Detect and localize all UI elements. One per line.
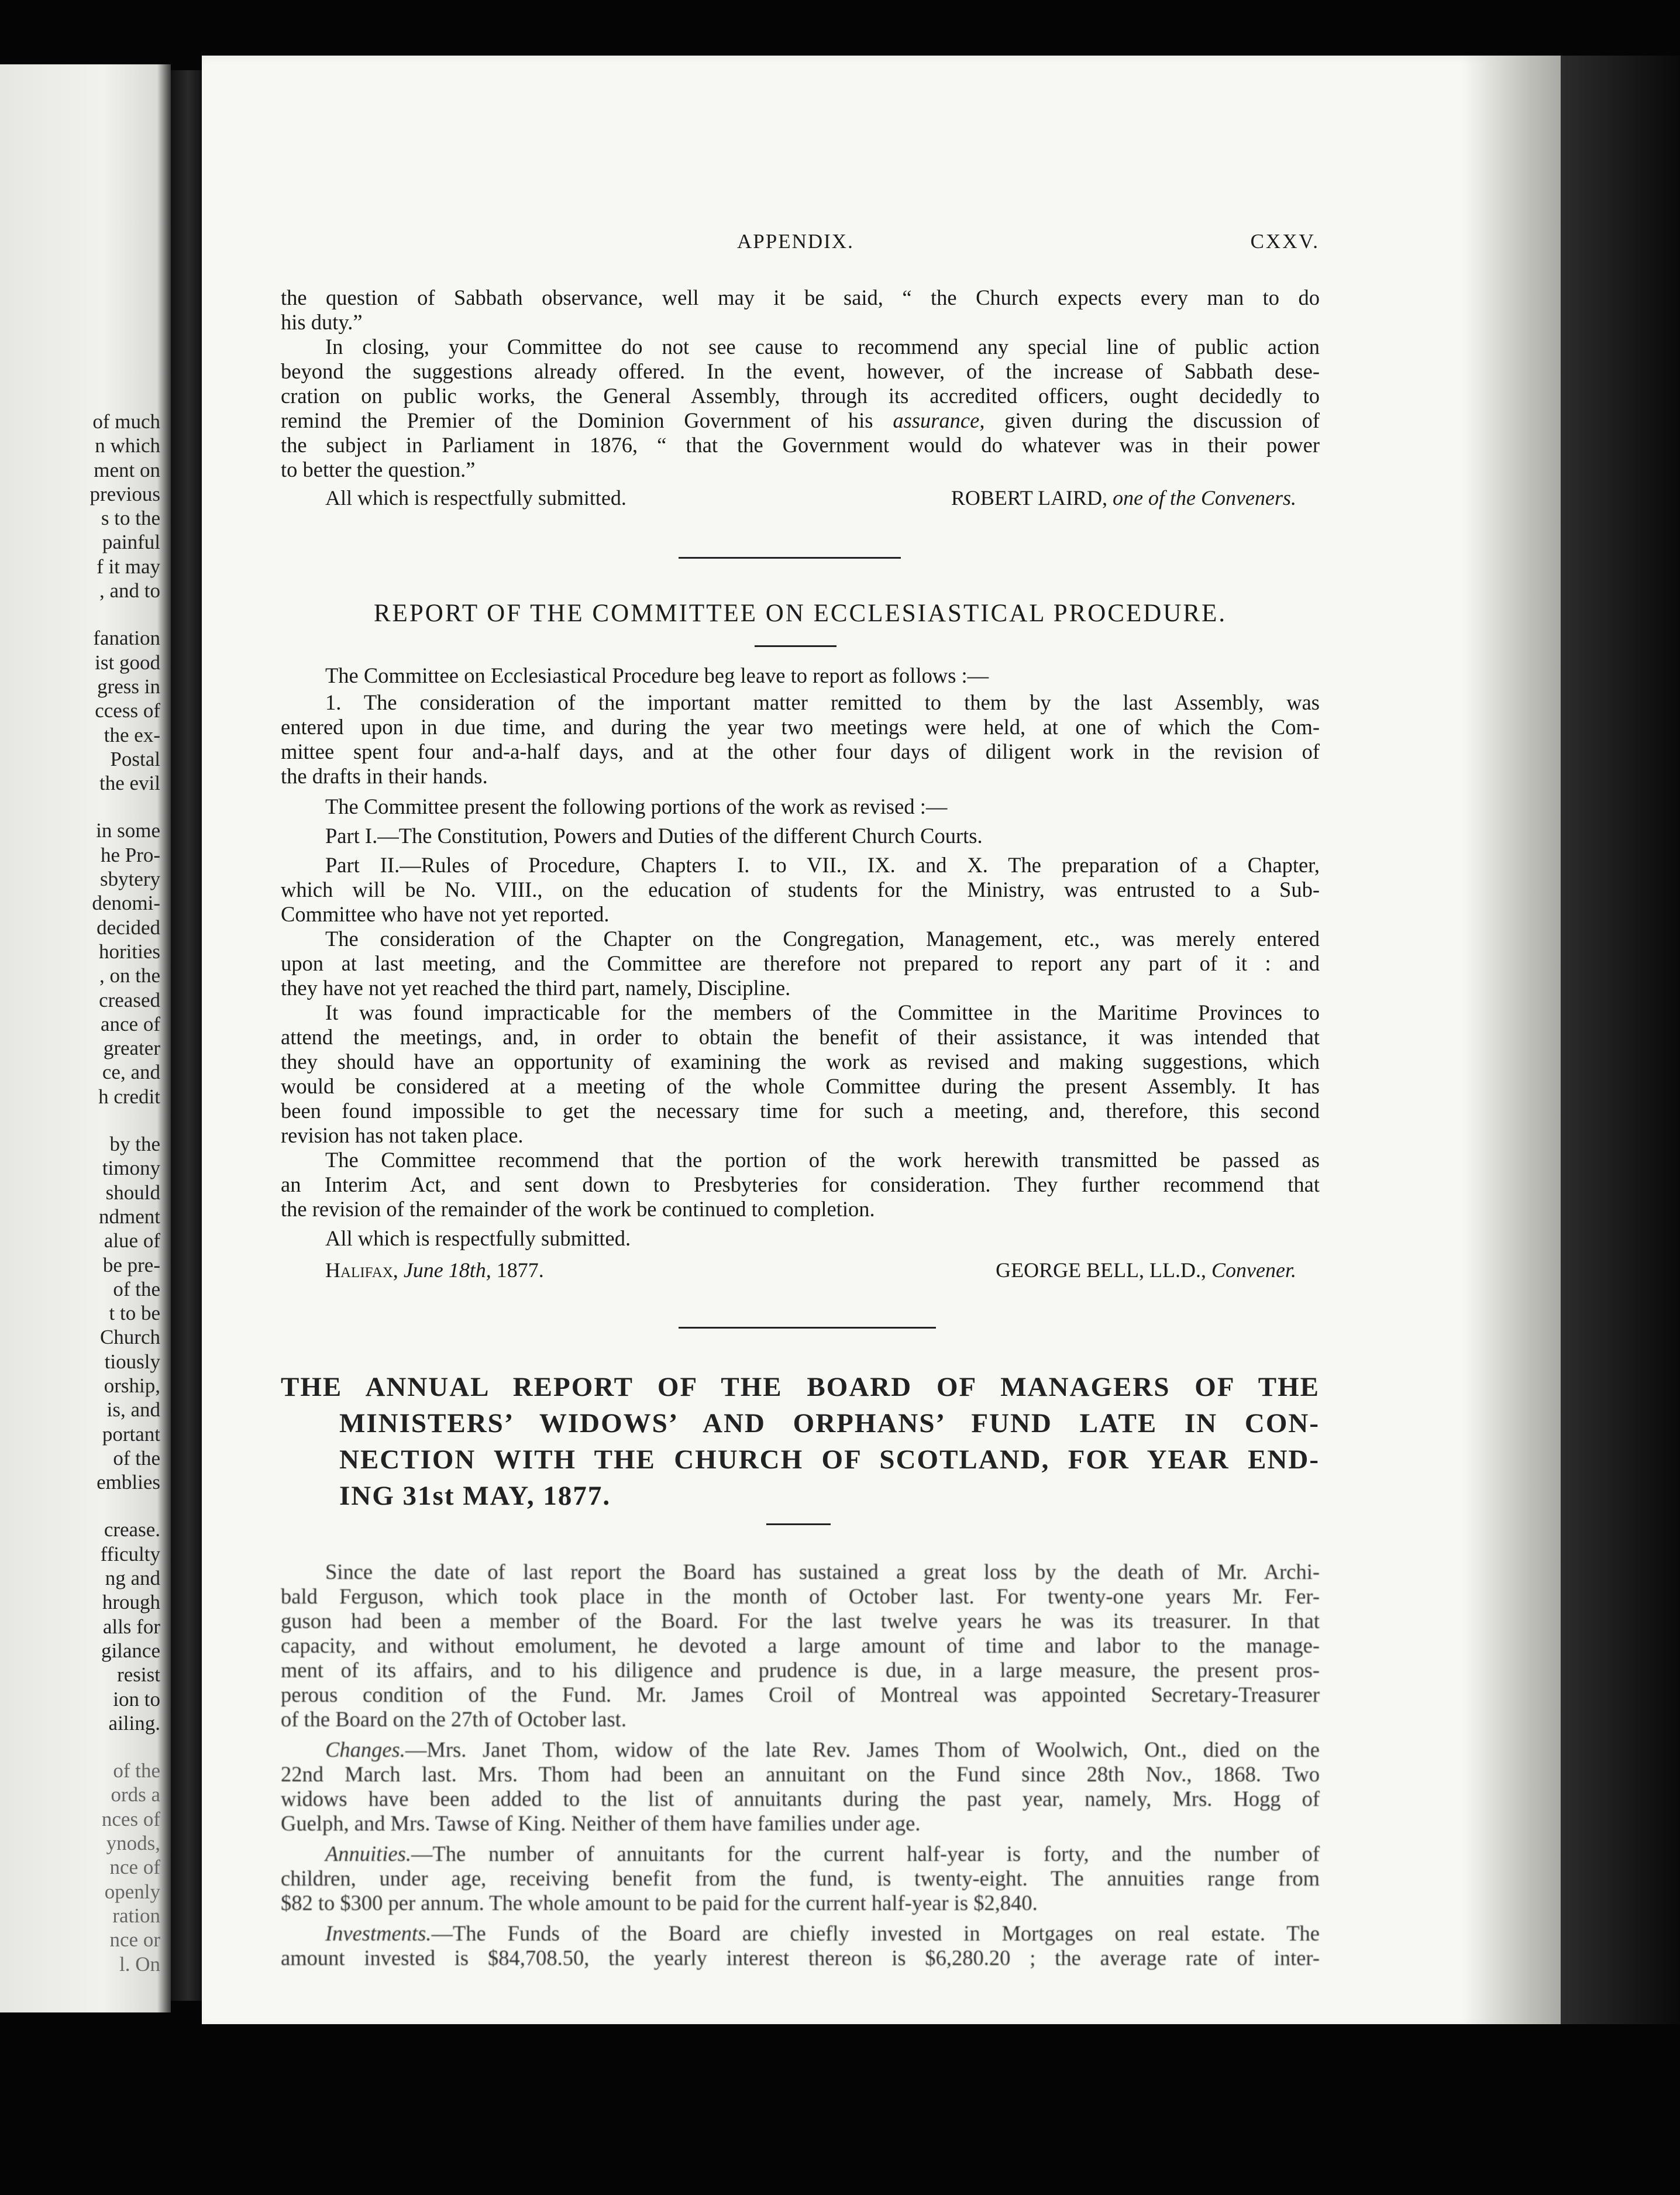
text-line: been found impossible to get the necessary time for such a meeting, and, therefore, this second: [281, 1099, 1320, 1123]
left-page-line: fficulty: [100, 1542, 160, 1566]
left-page-line: previous: [89, 482, 160, 505]
left-page-line: crease.: [104, 1518, 160, 1542]
text-line: the drafts in their hands.: [281, 764, 488, 788]
left-page-line: n which: [95, 434, 160, 457]
left-page-line: sbytery: [99, 868, 160, 891]
text-line: Part II.—Rules of Procedure, Chapters I. to VII., IX. and X. The preparation of a Chapter,: [325, 853, 1320, 877]
text-line: widows have been added to the list of annuitants during the past year, namely, Mrs. Hogg of: [281, 1787, 1320, 1811]
paragraph-gap: [0, 1109, 160, 1132]
text-line: they have not yet reached the third part, namely, Discipline.: [281, 976, 791, 1000]
left-page-line: portant: [102, 1422, 160, 1446]
left-page-line: ment on: [94, 458, 160, 481]
left-page-line: Church: [99, 1326, 160, 1349]
left-page-line: ist good: [95, 651, 160, 674]
section-divider: [679, 1327, 936, 1329]
book-gutter: [171, 70, 206, 2001]
text-line: perous condition of the Fund. Mr. James Croil of Montreal was appointed Secretary-Treasurer: [281, 1683, 1320, 1707]
left-page-line: openly: [104, 1880, 160, 1903]
text-line: amount invested is $84,708.50, the yearly interest thereon is $6,280.20 ; the average rate of inter-: [281, 1946, 1320, 1970]
text-line: attend the meetings, and, in order to obtain the benefit of their assistance, it was intended that: [281, 1025, 1320, 1049]
paragraph-label: Annuities.: [325, 1842, 411, 1866]
section-divider: [679, 557, 901, 559]
left-page-line: orship,: [104, 1374, 160, 1397]
dateline: [325, 1258, 544, 1282]
text-line: The Committee present the following portions of the work as revised :—: [325, 794, 948, 818]
left-page-line: , on the: [99, 964, 160, 988]
signature-role: one of the Conveners.: [1113, 486, 1296, 510]
text-line: would be considered at a meeting of the whole Committee during the present Assembly. It has: [281, 1074, 1320, 1098]
signature-row: [281, 1258, 1320, 1284]
text-line: The Committee on Ecclesiastical Procedure beg leave to report as follows :—: [325, 663, 989, 687]
left-page-line: ccess of: [95, 699, 160, 723]
dateline-date: June 18th,: [403, 1258, 491, 1282]
left-page-text: [0, 410, 160, 1976]
signature-row: [281, 486, 1320, 511]
left-page-line: ration: [112, 1904, 160, 1927]
left-page-line: Postal: [110, 747, 160, 770]
signature: [996, 1258, 1296, 1282]
page-number: CXXV.: [1250, 230, 1320, 253]
text-line: the question of Sabbath observance, well may it be said, “ the Church expects every man to do: [281, 285, 1320, 309]
annual-report-body: [281, 1560, 1320, 1970]
left-page-line: he Pro-: [100, 843, 160, 866]
running-head: [281, 230, 1320, 257]
left-page-line: emblies: [97, 1471, 160, 1494]
left-page-line: ance of: [100, 1012, 160, 1035]
left-page-line: fanation: [93, 627, 160, 650]
text-segment: —The number of annuitants for the current half-year is forty, and the number of: [411, 1842, 1320, 1866]
title-underline: [755, 645, 836, 647]
left-page-line: , and to: [99, 579, 160, 603]
text-line: the subject in Parliament in 1876, “ that the Government would do whatever was in their power: [281, 433, 1320, 457]
title-line: NECTION WITH THE CHURCH OF SCOTLAND, FOR YEAR END-: [339, 1444, 1320, 1475]
left-page-line: should: [105, 1181, 160, 1204]
text-line: Part I.—The Constitution, Powers and Duties of the different Church Courts.: [325, 824, 983, 848]
left-page-line: by the: [109, 1133, 160, 1156]
left-page-line: nce of: [109, 1856, 160, 1879]
left-page-line: h credit: [98, 1085, 160, 1108]
text-segment: remind the Premier of the Dominion Government of his: [281, 408, 873, 432]
text-line: children, under age, receiving benefit from the fund, is twenty-eight. The annuities range from: [281, 1866, 1320, 1890]
left-page-line: ion to: [113, 1687, 160, 1711]
text-line: The Committee recommend that the portion of the work herewith transmitted be passed as: [325, 1148, 1320, 1172]
report-title-ecclesiastical: REPORT OF THE COMMITTEE ON ECCLESIASTICAL PROCEDURE.: [373, 600, 1227, 627]
text-line: [281, 408, 1320, 433]
left-page-line: of the: [113, 1277, 160, 1301]
left-page-line: in some: [96, 819, 160, 842]
text-line: entered upon in due time, and during the year two meetings were held, at one of which the Com-: [281, 715, 1320, 739]
dateline-place: Halifax,: [325, 1258, 398, 1282]
text-line: his duty.”: [281, 310, 363, 334]
left-page-line: gress in: [97, 675, 160, 698]
text-line: an Interim Act, and sent down to Presbyteries for consideration. They further recommend that: [281, 1172, 1320, 1196]
left-page-line: tiously: [104, 1350, 160, 1373]
left-page-line: hrough: [102, 1591, 160, 1614]
paragraph-label: Changes.: [325, 1738, 405, 1761]
text-line: beyond the suggestions already offered. In the event, however, of the increase of Sabbath dese-: [281, 359, 1320, 383]
signature-name: ROBERT LAIRD,: [951, 486, 1108, 510]
left-page-line: l. On: [119, 1952, 160, 1976]
paragraph-gap: [0, 603, 160, 626]
left-page-line: ng and: [105, 1567, 160, 1590]
paragraph-gap: [0, 1494, 160, 1518]
text-line: mittee spent four and-a-half days, and at the other four days of diligent work in the revision of: [281, 739, 1320, 763]
scan-background: [0, 2024, 1680, 2195]
text-segment: given during the discussion of: [1004, 408, 1320, 432]
submitted-line: All which is respectfully submitted.: [325, 1226, 631, 1250]
text-line: cration on public works, the General Assembly, through its accredited officers, ought decidedly to: [281, 384, 1320, 408]
left-page-line: horities: [99, 940, 160, 963]
text-line: Since the date of last report the Board has sustained a great loss by the death of Mr. Archi-: [325, 1560, 1320, 1584]
text-line: ment of its affairs, and to his diligence and prudence is due, in a large measure, the present pros-: [281, 1658, 1320, 1682]
left-page-line: t to be: [109, 1302, 160, 1325]
left-page-line: creased: [99, 988, 160, 1012]
left-page-line: f it may: [97, 555, 160, 578]
left-page-line: the evil: [99, 772, 160, 795]
left-page-line: resist: [117, 1663, 160, 1687]
text-line: The consideration of the Chapter on the Congregation, Management, etc., was merely entered: [325, 927, 1320, 951]
sabbath-report-ending: [281, 285, 1320, 511]
text-line: It was found impracticable for the members of the Committee in the Maritime Provinces to: [325, 1000, 1320, 1024]
left-page-line: denomi-: [92, 892, 160, 915]
text-segment: —The Funds of the Board are chiefly invested in Mortgages on real estate. The: [431, 1921, 1320, 1945]
title-line: MINISTERS’ WIDOWS’ AND ORPHANS’ FUND LATE IN CON-: [339, 1408, 1320, 1439]
left-page-line: ce, and: [102, 1061, 160, 1084]
signature-name: GEORGE BELL, LL.D.,: [996, 1258, 1207, 1282]
text-line: $82 to $300 per annum. The whole amount to be paid for the current half-year is $2,840.: [281, 1891, 1038, 1915]
text-line: guson had been a member of the Board. For the last twelve years he was its treasurer. In that: [281, 1609, 1320, 1633]
text-line: which will be No. VIII., on the education of students for the Ministry, was entrusted to a Sub-: [281, 878, 1320, 902]
text-line: bald Ferguson, which took place in the month of October last. For twenty-one years Mr. Fer-: [281, 1584, 1320, 1608]
text-line: capacity, and without emolument, he devoted a large amount of time and labor to the manage-: [281, 1633, 1320, 1657]
text-line: [281, 1738, 1320, 1762]
left-page-line: timony: [102, 1157, 160, 1180]
text-segment: —Mrs. Janet Thom, widow of the late Rev. James Thom of Woolwich, Ont., died on the: [405, 1738, 1320, 1761]
signature: [951, 486, 1296, 510]
paragraph-gap: [0, 795, 160, 818]
text-line: Guelph, and Mrs. Tawse of King. Neither of them have families under age.: [281, 1811, 921, 1835]
signature-role: Convener.: [1211, 1258, 1296, 1282]
text-line: to better the question.”: [281, 457, 476, 481]
text-line: they should have an opportunity of examining the work as revised and making suggestions, which: [281, 1050, 1320, 1074]
left-page-line: be pre-: [102, 1253, 160, 1277]
text-line: 22nd March last. Mrs. Thom had been an annuitant on the Fund since 28th Nov., 1868. Two: [281, 1762, 1320, 1786]
text-line: 1. The consideration of the important matter remitted to them by the last Assembly, was: [325, 690, 1320, 714]
left-page-line: decided: [97, 916, 160, 939]
page-header-title: APPENDIX.: [737, 230, 854, 253]
left-page-line: ords a: [111, 1783, 160, 1807]
left-page-line: the ex-: [104, 723, 160, 746]
submitted-line: All which is respectfully submitted.: [325, 486, 626, 510]
left-page-line: ndment: [99, 1205, 160, 1228]
left-page-line: gilance: [101, 1639, 160, 1662]
dateline-year: 1877.: [496, 1258, 544, 1282]
text-line: of the Board on the 27th of October last.: [281, 1707, 626, 1731]
left-page-line: ynods,: [106, 1832, 160, 1855]
page-right-shadow: [1561, 56, 1680, 2056]
page-edge: [1462, 56, 1562, 2027]
left-page-line: nce or: [109, 1928, 160, 1952]
text-segment-italic: assurance,: [893, 408, 985, 432]
left-page-line: of the: [113, 1759, 160, 1783]
left-page-line: is, and: [106, 1398, 160, 1422]
left-page-line: s to the: [101, 507, 160, 530]
paragraph-label: Investments.: [325, 1921, 432, 1945]
left-facing-page: [0, 64, 171, 2012]
left-page-line: alls for: [102, 1615, 160, 1638]
left-page-line: of much: [92, 410, 160, 433]
left-page-line: painful: [102, 531, 160, 554]
title-line: THE ANNUAL REPORT OF THE BOARD OF MANAGERS OF THE: [281, 1372, 1320, 1402]
left-page-line: of the: [113, 1446, 160, 1470]
text-line: the revision of the remainder of the work be continued to completion.: [281, 1197, 875, 1221]
text-line: Committee who have not yet reported.: [281, 902, 610, 926]
text-line: In closing, your Committee do not see cause to recommend any special line of public action: [325, 335, 1320, 359]
left-page-line: alue of: [104, 1229, 160, 1253]
text-line: upon at last meeting, and the Committee are therefore not prepared to report any part of it : and: [281, 951, 1320, 975]
report-title-annual: [281, 1369, 1320, 1514]
left-page-line: nces of: [101, 1807, 160, 1831]
text-line: [281, 1921, 1320, 1946]
text-line: [281, 1842, 1320, 1866]
title-line: ING 31st MAY, 1877.: [339, 1481, 611, 1511]
ecclesiastical-report-body: [281, 663, 1320, 1284]
paragraph-gap: [0, 1735, 160, 1759]
left-page-line: ailing.: [108, 1711, 160, 1735]
title-underline: [766, 1523, 831, 1525]
text-line: revision has not taken place.: [281, 1123, 524, 1147]
left-page-line: greater: [103, 1037, 160, 1060]
